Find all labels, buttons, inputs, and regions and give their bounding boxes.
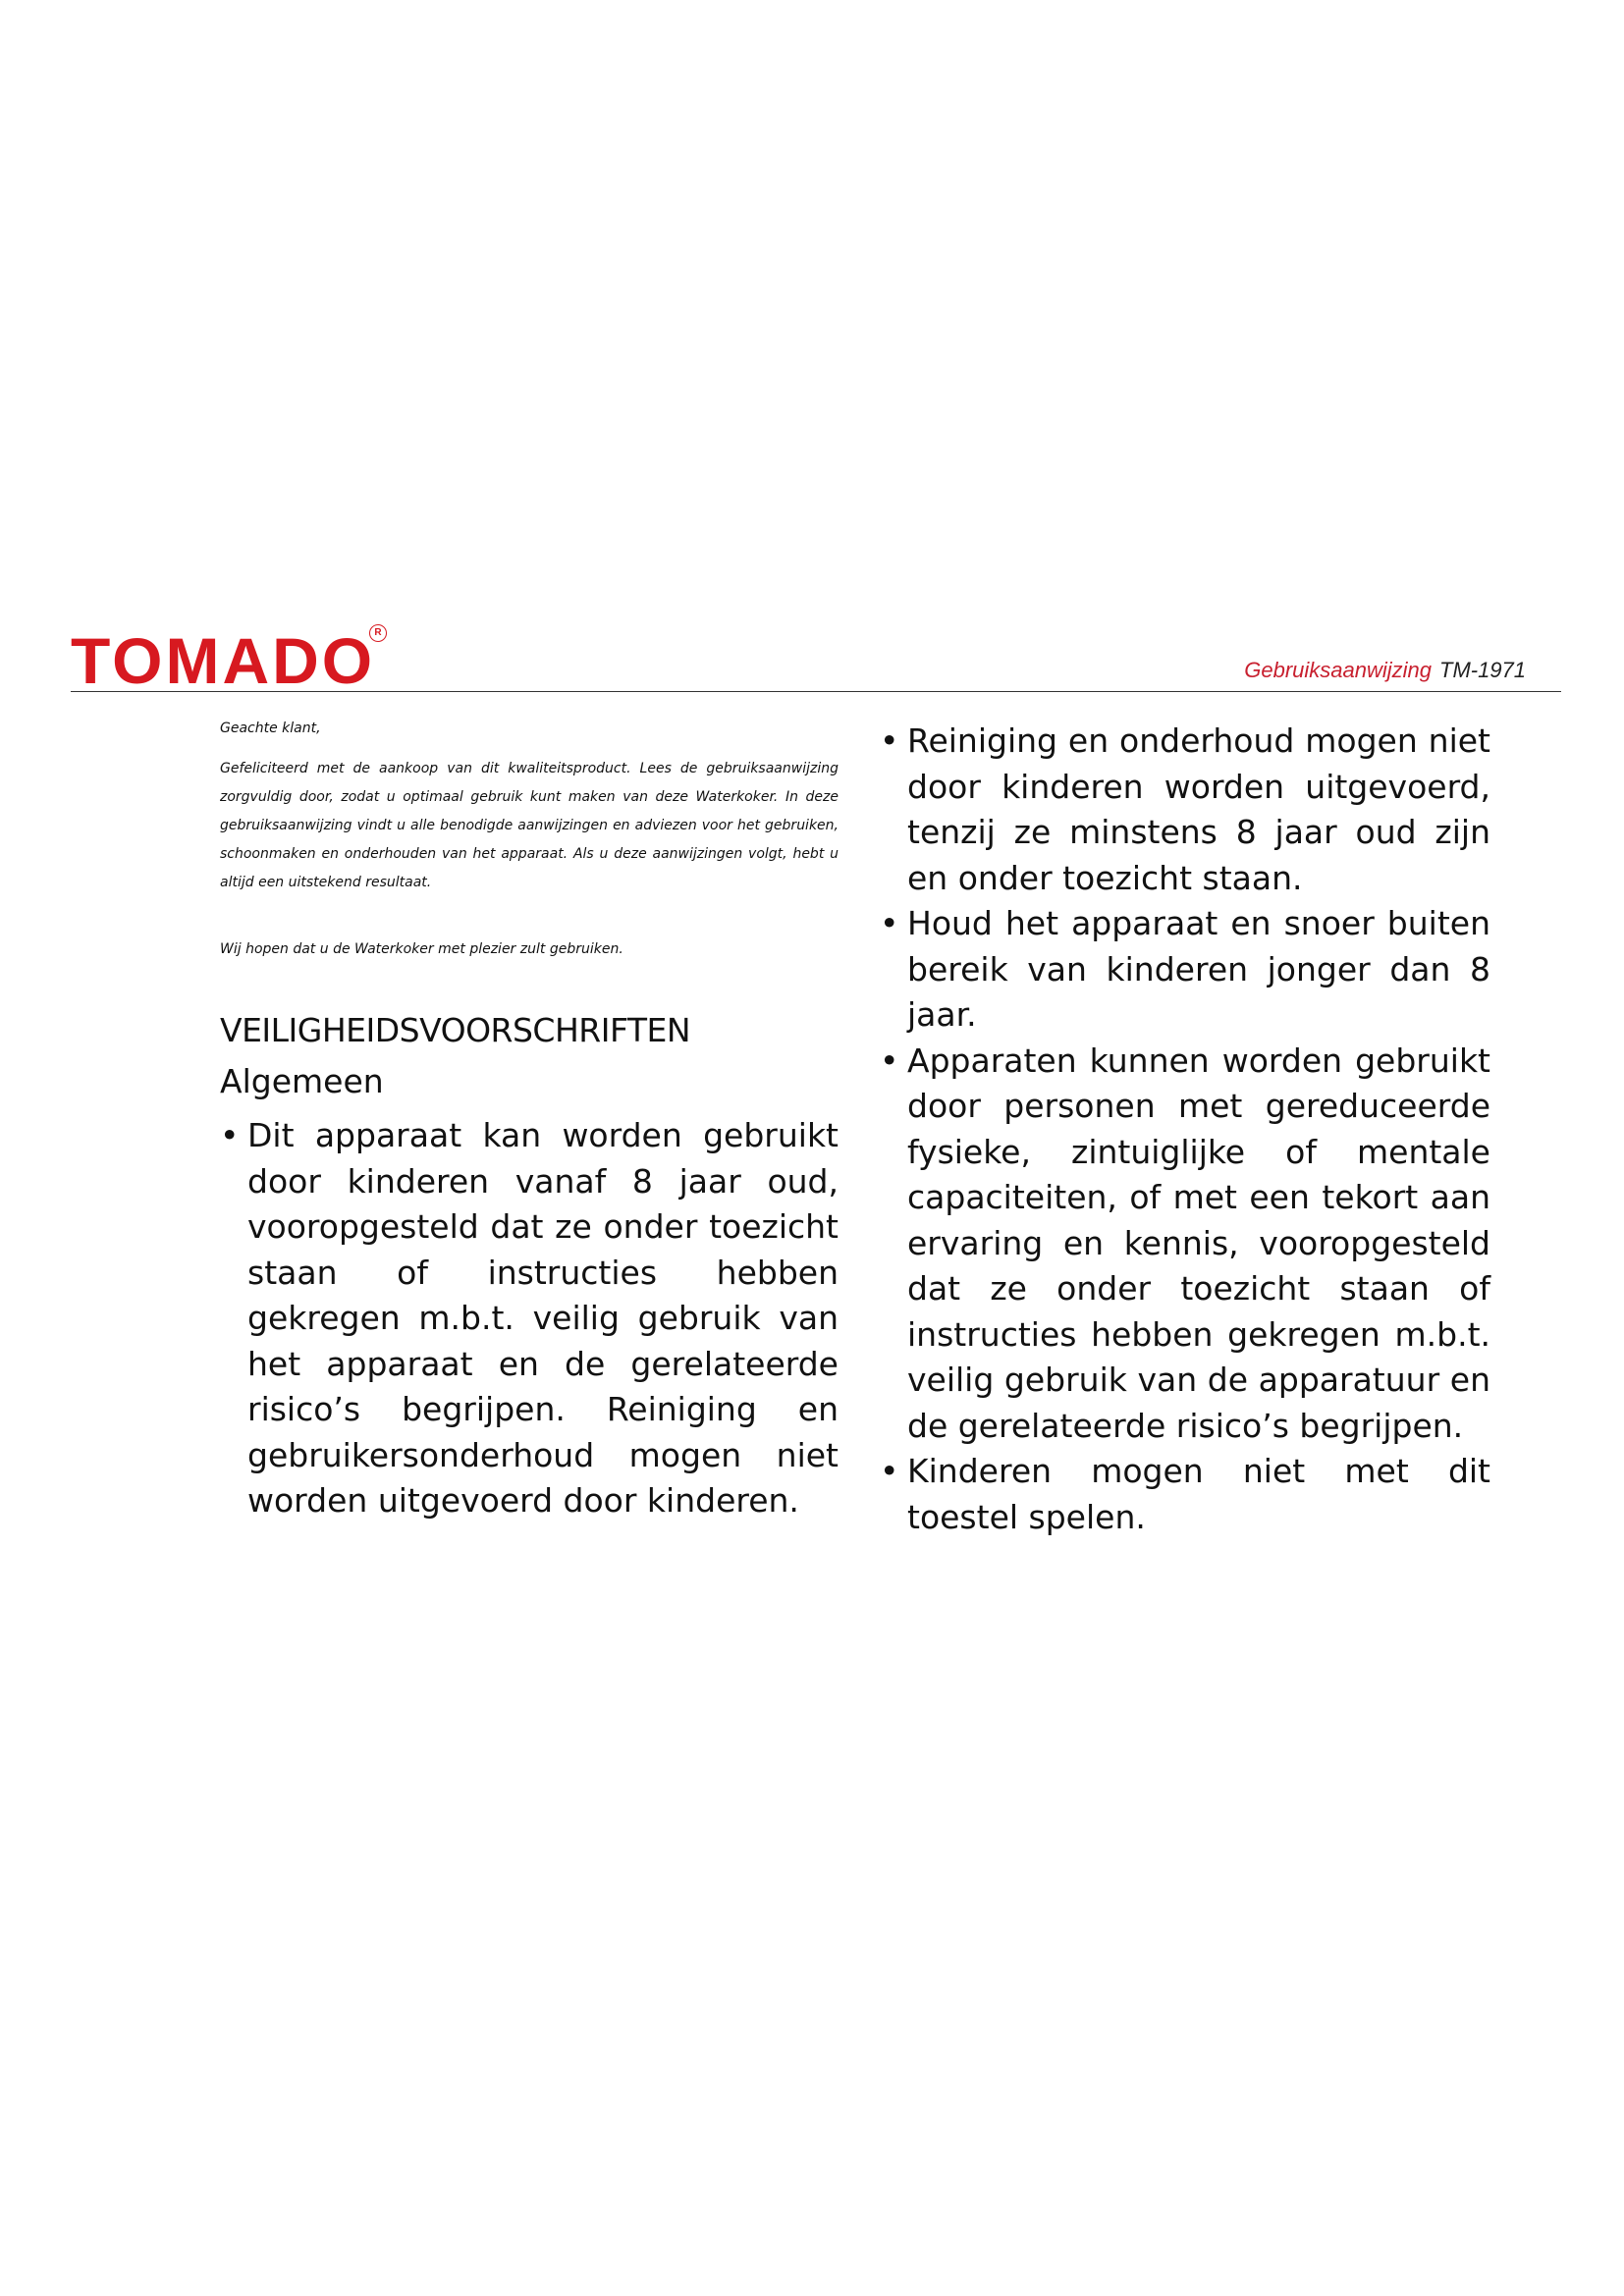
- safety-bullet: • Kinderen mogen niet met dit toestel spelen.: [880, 1449, 1490, 1540]
- safety-list-left: [220, 1113, 839, 1524]
- safety-bullet: • Reiniging en onderhoud mogen niet door kinderen worden uitgevoerd, tenzij ze minstens 8 jaar oud zijn en onder toezicht staan.: [880, 719, 1490, 901]
- right-column: [880, 719, 1490, 1540]
- model-number: TM-1971: [1439, 658, 1527, 682]
- header-divider: [71, 691, 1561, 692]
- safety-bullet: • Houd het apparaat en snoer buiten bereik van kinderen jonger dan 8 jaar.: [880, 901, 1490, 1039]
- safety-list-right: [880, 719, 1490, 1540]
- registered-mark: R: [369, 624, 387, 642]
- intro-greeting: Geachte klant,: [220, 721, 321, 736]
- page-header: [71, 616, 1561, 697]
- safety-bullet: • Apparaten kunnen worden gebruikt door personen met gereduceerde fysieke, zintuiglijke of mentale capaciteiten, of met een tekort aan ervaring en kennis, vooropgesteld dat ze onder toezicht staan of instructies hebben gekregen m.b.t. veilig gebruik van de apparatuur en de gerelateerde risico’s begrijpen.: [880, 1039, 1490, 1450]
- intro-body: Gefeliciteerd met de aankoop van dit kwaliteitsproduct. Lees de gebruiksaanwijzing zorgvuldig door, zodat u optimaal gebruik kunt maken van deze Waterkoker. In deze gebruiksaanwijzing vindt u alle benodigde aanwijzingen en adviezen voor het gebruiken, schoonmaken en onderhouden van het apparaat. Als u deze aanwijzingen volgt, hebt u altijd een uitstekend resultaat.: [220, 761, 839, 890]
- document-title: Gebruiksaanwijzing: [1244, 658, 1432, 682]
- safety-bullet: • Dit apparaat kan worden gebruikt door kinderen vanaf 8 jaar oud, vooropgesteld dat ze onder toezicht staan of instructies hebben gekregen m.b.t. veilig gebruik van het apparaat en de gerelateerde risico’s begrijpen. Reiniging en gebruikersonderhoud mogen niet worden uitgevoerd door kinderen.: [220, 1113, 839, 1524]
- section-title: VEILIGHEIDSVOORSCHRIFTEN: [220, 1011, 691, 1049]
- subsection-title: Algemeen: [220, 1062, 384, 1100]
- left-column: [220, 715, 839, 1524]
- intro-letter: [220, 715, 839, 964]
- brand-logo: TOMADO: [71, 624, 376, 697]
- intro-closing: Wij hopen dat u de Waterkoker met plezier zult gebruiken.: [220, 941, 623, 957]
